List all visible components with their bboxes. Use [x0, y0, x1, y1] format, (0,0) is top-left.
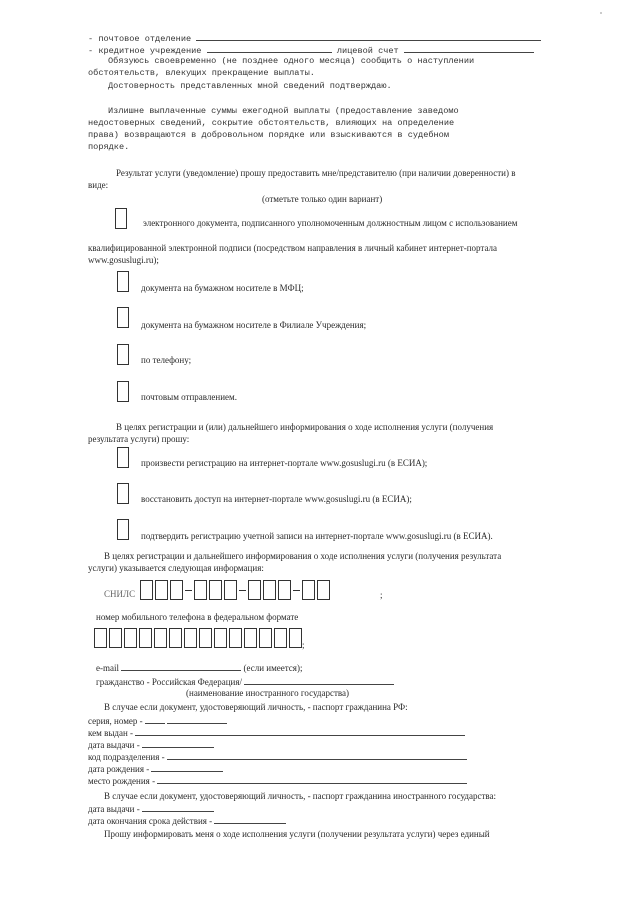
credit-institution-line: - кредитное учреждение лицевой счет	[88, 44, 534, 56]
registration-option-confirm-checkbox[interactable]	[117, 519, 129, 540]
registration-option-register-label: произвести регистрацию на интернет-портале www.gosuslugi.ru (в ЕСИА);	[141, 458, 428, 468]
registration-option-restore-checkbox[interactable]	[117, 483, 129, 504]
birth-date-line: дата рождения -	[88, 763, 223, 774]
result-intro-2: виде:	[88, 180, 109, 190]
result-intro: Результат услуги (уведомление) прошу предоставить мне/представителю (при наличии доверенности) в	[116, 168, 516, 178]
f-issue-year-field[interactable]	[178, 803, 214, 812]
issued-by-field[interactable]	[135, 727, 465, 736]
registration-option-confirm-label: подтвердить регистрацию учетной записи на интернет-портале www.gosuslugi.ru (в ЕСИА).	[141, 531, 493, 541]
issued-by-line: кем выдан -	[88, 727, 465, 738]
phone-input[interactable]	[94, 628, 304, 648]
phone-label: номер мобильного телефона в федеральном формате	[96, 612, 299, 622]
foreign-expiry-line: дата окончания срока действия -	[88, 815, 286, 826]
f-expiry-month-field[interactable]	[232, 815, 250, 824]
f-issue-month-field[interactable]	[160, 803, 178, 812]
refund-para-3: права) возвращаются в добровольном порядке или взыскиваются в судебном	[88, 130, 449, 140]
issue-day-field[interactable]	[142, 739, 160, 748]
registration-intro-2: результата услуги) прошу:	[88, 434, 190, 444]
series-line: серия, номер -	[88, 715, 227, 726]
series-field[interactable]	[145, 715, 165, 724]
result-option-post-checkbox[interactable]	[117, 381, 129, 402]
result-option-electronic-label-3: www.gosuslugi.ru);	[88, 255, 159, 265]
email-line: e-mail (если имеется);	[96, 663, 303, 673]
foreign-passport-heading: В случае если документ, удостоверяющий личность, - паспорт гражданина иностранного государства:	[104, 791, 497, 801]
issue-month-field[interactable]	[160, 739, 178, 748]
result-option-mfc-checkbox[interactable]	[117, 271, 129, 292]
refund-para-4: порядке.	[88, 142, 130, 152]
result-option-branch-checkbox[interactable]	[117, 307, 129, 328]
registration-option-register-checkbox[interactable]	[117, 447, 129, 468]
account-field[interactable]	[404, 44, 534, 53]
citizenship-line: гражданство - Российская Федерация/	[96, 676, 394, 687]
foreign-issue-date-line: дата выдачи -	[88, 803, 214, 814]
refund-para-1: Излишне выплаченные суммы ежегодной выплаты (предоставление заведомо	[108, 106, 459, 116]
issue-date-line: дата выдачи -	[88, 739, 214, 750]
obligation-line-2: обстоятельств, влекущих прекращение выплаты.	[88, 68, 315, 78]
citizenship-note: (наименование иностранного государства)	[186, 688, 349, 698]
result-option-branch-label: документа на бумажном носителе в Филиале Учреждения;	[141, 320, 367, 330]
result-option-phone-checkbox[interactable]	[117, 344, 129, 365]
birth-day-field[interactable]	[151, 763, 169, 772]
f-expiry-day-field[interactable]	[214, 815, 232, 824]
number-field[interactable]	[167, 715, 227, 724]
authenticity-line: Достоверность представленных мной сведений подтверждаю.	[108, 81, 392, 91]
registration-option-restore-label: восстановить доступ на интернет-портале www.gosuslugi.ru (в ЕСИА);	[141, 494, 412, 504]
rf-passport-heading: В случае если документ, удостоверяющий личность, - паспорт гражданина РФ:	[104, 702, 408, 712]
info-intro-2: услуги) указывается следующая информация:	[88, 563, 264, 573]
result-option-mfc-label: документа на бумажном носителе в МФЦ;	[141, 283, 304, 293]
dept-code-line: код подразделения -	[88, 751, 467, 762]
citizenship-field[interactable]	[244, 676, 394, 685]
birth-month-field[interactable]	[169, 763, 187, 772]
postal-office-line: - почтовое отделение	[88, 32, 541, 44]
result-option-phone-label: по телефону;	[141, 355, 192, 365]
f-issue-day-field[interactable]	[142, 803, 160, 812]
inform-request: Прошу информировать меня о ходе исполнения услуги (получении результата услуги) через единый	[104, 829, 490, 839]
f-expiry-year-field[interactable]	[250, 815, 286, 824]
snils-input[interactable]	[140, 580, 332, 600]
birth-year-field[interactable]	[187, 763, 223, 772]
snils-label: СНИЛС	[104, 589, 136, 599]
result-option-electronic-checkbox[interactable]	[115, 208, 127, 229]
issue-year-field[interactable]	[178, 739, 214, 748]
credit-institution-field[interactable]	[207, 44, 332, 53]
scan-speck	[600, 12, 602, 14]
dept-code-field[interactable]	[167, 751, 467, 760]
registration-intro: В целях регистрации и (или) дальнейшего информирования о ходе исполнения услуги (получения	[116, 422, 494, 432]
result-note: (отметьте только один вариант)	[262, 194, 383, 204]
refund-para-2: недостоверных сведений, сокрытие обстоятельств, влияющих на определение	[88, 118, 455, 128]
obligation-line: Обязуюсь своевременно (не позднее одного месяца) сообщить о наступлении	[108, 56, 475, 66]
result-option-electronic-label-2: квалифицированной электронной подписи (посредством направления в личный кабинет интернет-портала	[88, 243, 498, 253]
birth-place-field[interactable]	[157, 775, 467, 784]
result-option-post-label: почтовым отправлением.	[141, 392, 237, 402]
info-intro: В целях регистрации и дальнейшего информирования о ходе исполнения услуги (получения результата	[104, 551, 502, 561]
result-option-electronic-label: электронного документа, подписанного уполномоченным должностным лицом с использованием	[143, 218, 518, 228]
email-field[interactable]	[121, 662, 241, 671]
birth-place-line: место рождения -	[88, 775, 467, 786]
postal-office-field[interactable]	[196, 32, 541, 41]
